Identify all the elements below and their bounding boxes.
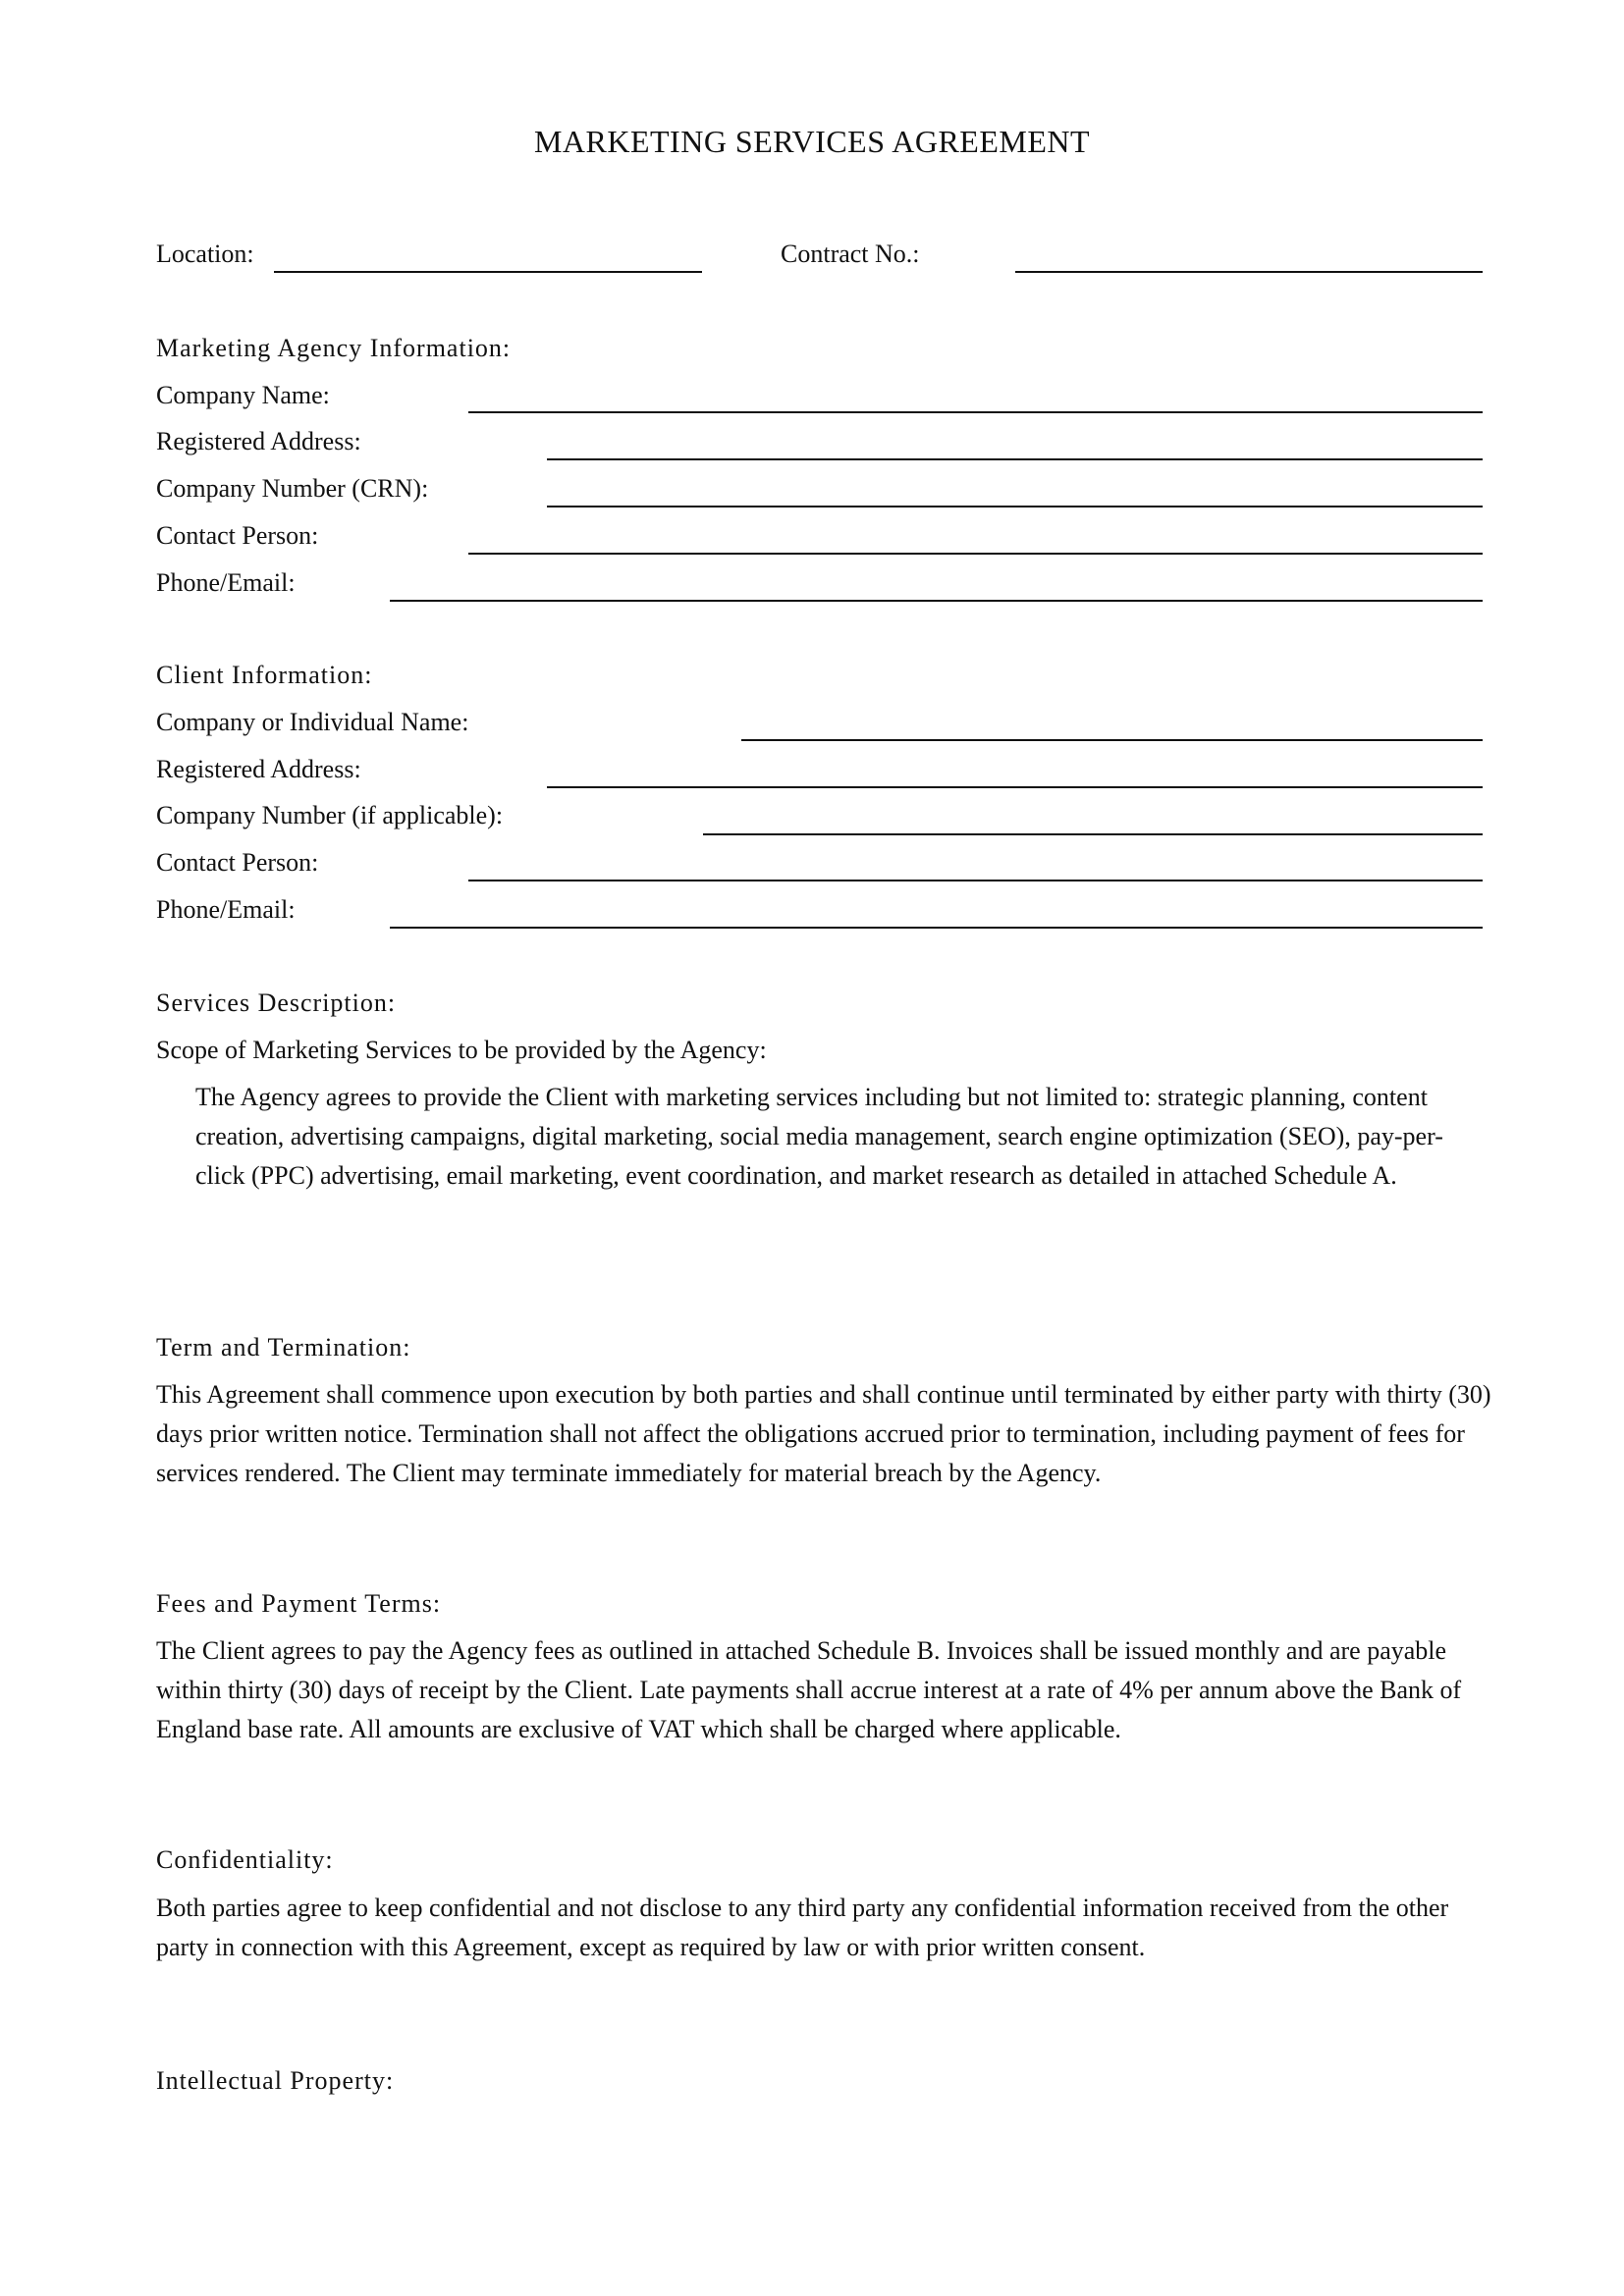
agency-registered-address-label: Registered Address: bbox=[156, 427, 361, 455]
contract-number-label: Contract No.: bbox=[781, 240, 920, 268]
agency-company-name-label: Company Name: bbox=[156, 381, 330, 409]
agency-contact-person-field[interactable] bbox=[468, 553, 1483, 555]
client-phone-email-field[interactable] bbox=[390, 927, 1483, 929]
location-field[interactable] bbox=[274, 271, 702, 273]
agency-registered-address-field[interactable] bbox=[547, 458, 1483, 460]
client-name-field[interactable] bbox=[741, 739, 1483, 741]
client-company-number-field[interactable] bbox=[703, 833, 1483, 835]
client-contact-person-label: Contact Person: bbox=[156, 848, 319, 877]
client-phone-email-label: Phone/Email: bbox=[156, 895, 296, 924]
fees-heading: Fees and Payment Terms: bbox=[156, 1589, 442, 1618]
client-info-heading: Client Information: bbox=[156, 661, 373, 689]
term-body: This Agreement shall commence upon execution by both parties and shall continue until terminated by either party with thirty (30) days prior written notice. Termination shall not affect the obligations accrued prior to termination, including payment of fees for services rendered. The Client may terminate immediately for material breach by the Agency. bbox=[156, 1380, 1491, 1487]
services-scope-label: Scope of Marketing Services to be provided by the Agency: bbox=[156, 1036, 767, 1064]
client-contact-person-field[interactable] bbox=[468, 880, 1483, 881]
agency-company-name-field[interactable] bbox=[468, 411, 1483, 413]
agency-company-number-label: Company Number (CRN): bbox=[156, 474, 429, 503]
client-registered-address-label: Registered Address: bbox=[156, 755, 361, 783]
agency-phone-email-label: Phone/Email: bbox=[156, 568, 296, 597]
location-label: Location: bbox=[156, 240, 254, 268]
fees-body: The Client agrees to pay the Agency fees as outlined in attached Schedule B. Invoices shall be issued monthly and are payable within thirty (30) days of receipt by the Client. Late payments shall accrue interest at a rate of 4% per annum above the Bank of England base rate. All amounts are exclusive of VAT which shall be charged where applicable. bbox=[156, 1636, 1462, 1743]
document-title: MARKETING SERVICES AGREEMENT bbox=[533, 124, 1091, 159]
confidentiality-heading: Confidentiality: bbox=[156, 1845, 334, 1874]
ip-heading: Intellectual Property: bbox=[156, 2066, 395, 2095]
confidentiality-body: Both parties agree to keep confidential and not disclose to any third party any confidential information received from the other party in connection with this Agreement, except as required by law or with prior written consent. bbox=[156, 1894, 1449, 1961]
agency-phone-email-field[interactable] bbox=[390, 600, 1483, 602]
client-registered-address-field[interactable] bbox=[547, 786, 1483, 788]
agency-info-heading: Marketing Agency Information: bbox=[156, 334, 512, 362]
agency-company-number-field[interactable] bbox=[547, 506, 1483, 507]
client-company-number-label: Company Number (if applicable): bbox=[156, 801, 504, 829]
services-body: The Agency agrees to provide the Client with marketing services including but not limited to: strategic planning, content creation, advertising campaigns, digital marketing, social media management, search engine optimization (SEO), pay-per-click (PPC) advertising, email marketing, event coordination, and market research as detailed in attached Schedule A. bbox=[195, 1083, 1443, 1190]
services-heading: Services Description: bbox=[156, 988, 397, 1017]
term-heading: Term and Termination: bbox=[156, 1333, 411, 1362]
contract-number-field[interactable] bbox=[1015, 271, 1483, 273]
agency-contact-person-label: Contact Person: bbox=[156, 521, 319, 550]
client-name-label: Company or Individual Name: bbox=[156, 708, 469, 736]
